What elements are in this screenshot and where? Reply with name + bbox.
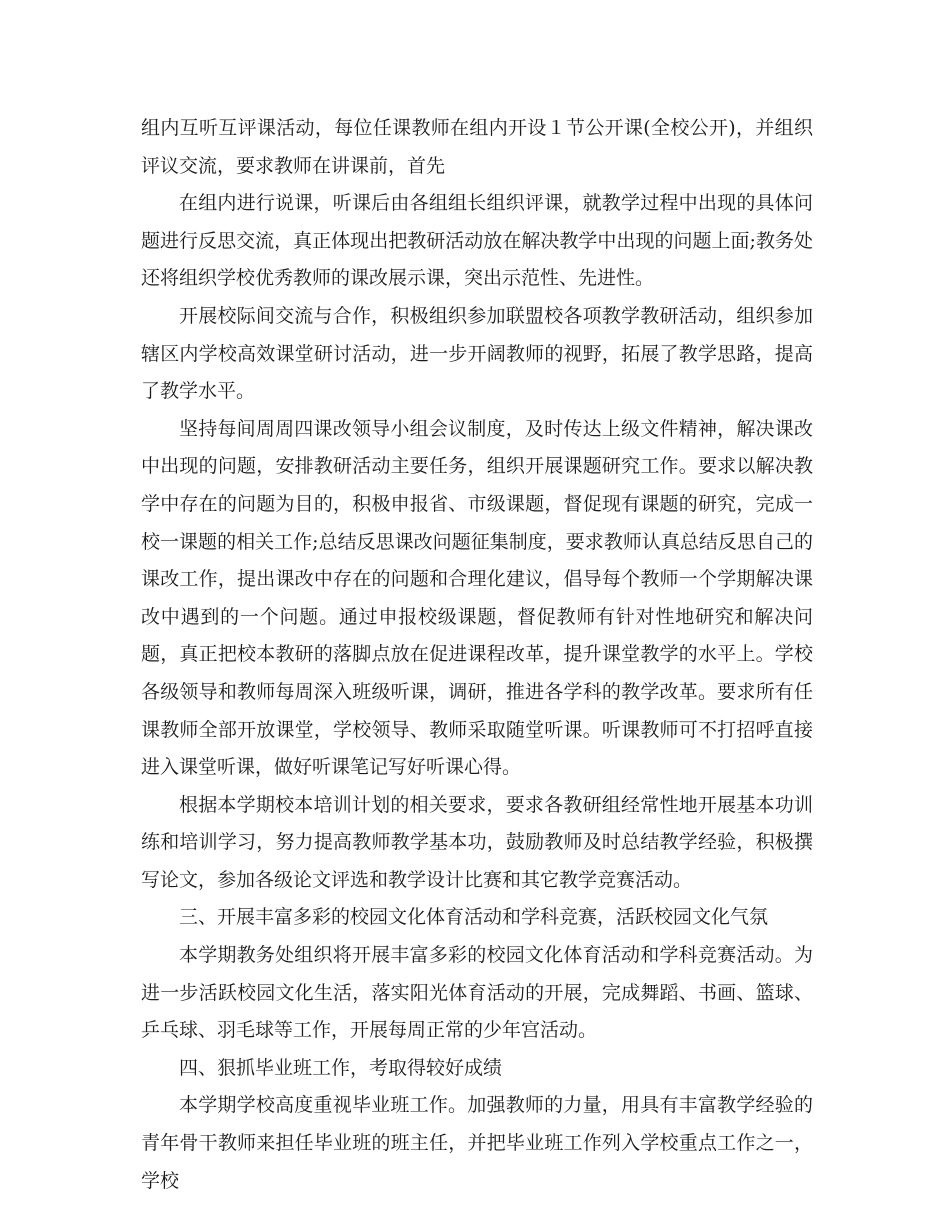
paragraph-continued: 组内互听互评课活动，每位任课教师在组内开设１节公开课(全校公开)，并组织评议交流，要求教师在讲课前，首先 <box>141 117 813 177</box>
paragraph: 在组内进行说课，听课后由各组组长组织评课，就教学过程中出现的具体问题进行反思交流，真正体现出把教研活动放在解决教学中出现的问题上面;教务处还将组织学校优秀教师的课改展示课，突出示范性、先进性。 <box>141 192 813 290</box>
paragraph: 坚持每间周周四课改领导小组会议制度，及时传达上级文件精神，解决课改中出现的问题，安排教研活动主要任务，组织开展课题研究工作。要求以解决教学中存在的问题为目的，积极申报省、市级课题，督促现有课题的研究，完成一校一课题的相关工作;总结反思课改问题征集制度，要求教师认真总结反思自己的课改工作，提出课改中存在的问题和合理化建议，倡导每个教师一个学期解决课改中遇到的一个问题。通过申报校级课题，督促教师有针对性地研究和解决问题，真正把校本教研的落脚点放在促进课程改革，提升课堂教学的水平上。学校各级领导和教师每周深入班级听课，调研，推进各学科的教学改革。要求所有任课教师全部开放课堂，学校领导、教师采取随堂听课。听课教师可不打招呼直接进入课堂听课，做好听课笔记写好听课心得。 <box>141 417 813 779</box>
document-body <box>141 110 813 1200</box>
paragraph: 本学期教务处组织将开展丰富多彩的校园文化体育活动和学科竞赛活动。为进一步活跃校园文化生活，落实阳光体育活动的开展，完成舞蹈、书画、篮球、乒乓球、羽毛球等工作，开展每周正常的少年宫活动。 <box>141 944 813 1042</box>
paragraph: 本学期学校高度重视毕业班工作。加强教师的力量，用具有丰富教学经验的青年骨干教师来担任毕业班的班主任，并把毕业班工作列入学校重点工作之一，学校 <box>141 1094 813 1192</box>
section-heading: 三、开展丰富多彩的校园文化体育活动和学科竞赛，活跃校园文化气氛 <box>179 906 769 929</box>
paragraph: 开展校际间交流与合作，积极组织参加联盟校各项教学教研活动，组织参加辖区内学校高效课堂研讨活动，进一步开阔教师的视野，拓展了教学思路，提高了教学水平。 <box>141 304 813 403</box>
section-heading: 四、狠抓毕业班工作，考取得较好成绩 <box>179 1056 503 1079</box>
paragraph: 根据本学期校本培训计划的相关要求，要求各教研组经常性地开展基本功训练和培训学习，努力提高教师教学基本功，鼓励教师及时总结教学经验，积极撰写论文，参加各级论文评选和教学设计比赛和其它教学竞赛活动。 <box>141 793 813 891</box>
